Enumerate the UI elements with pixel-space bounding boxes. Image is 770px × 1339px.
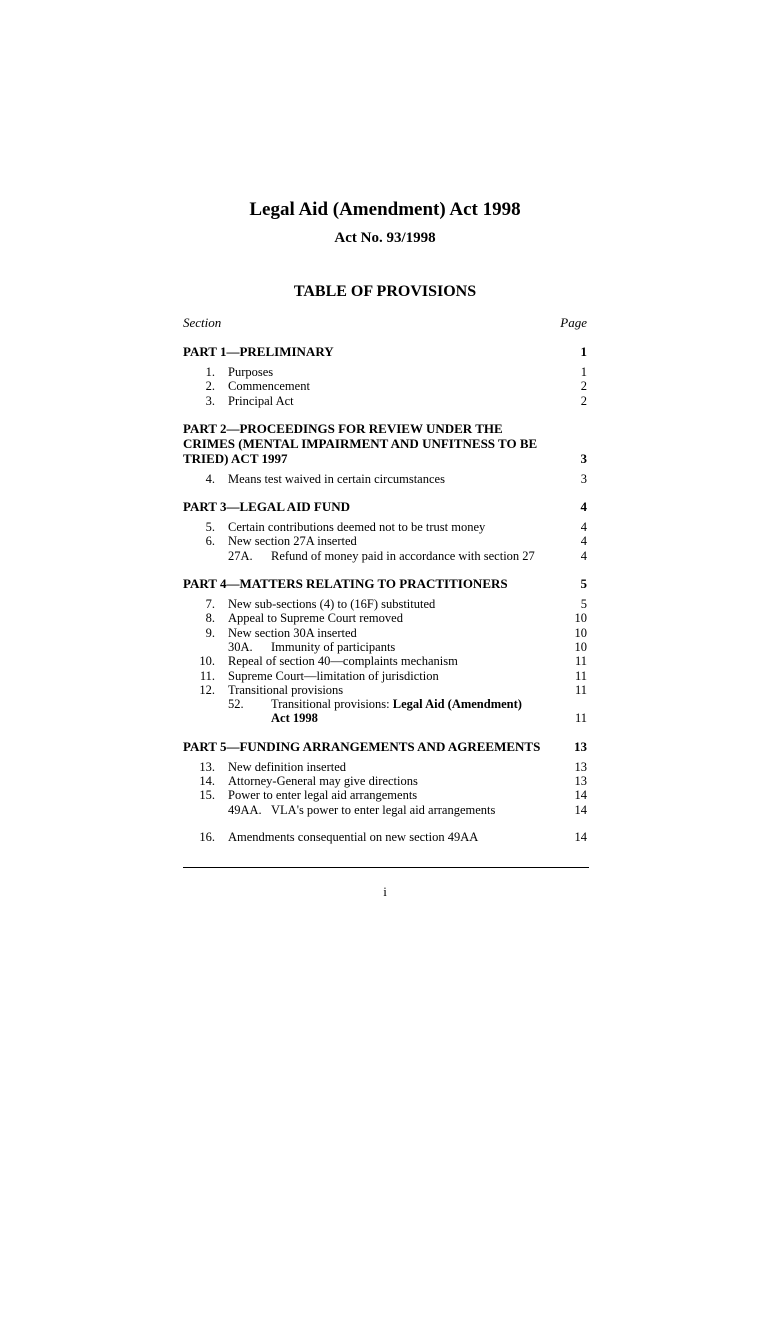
subitem-page: 14 (574, 802, 587, 817)
item-page: 11 (574, 682, 587, 697)
subitem-page: 10 (574, 639, 587, 654)
item-number: 16. (199, 829, 215, 844)
toc-item (183, 774, 587, 788)
item-text: Supreme Court—limitation of jurisdiction (228, 668, 439, 683)
subitem-number: 27A. (228, 548, 253, 563)
item-number: 3. (205, 393, 215, 408)
toc-item (183, 611, 587, 625)
item-text: Commencement (228, 379, 310, 394)
item-text: Attorney-General may give directions (228, 774, 418, 789)
item-number: 12. (199, 682, 215, 697)
part-title-line: CRIMES (MENTAL IMPAIRMENT AND UNFITNESS TO BE (183, 435, 538, 451)
subitem-text: Transitional provisions: (271, 697, 393, 712)
act-title: Legal Aid (Amendment) Act 1998 (249, 199, 521, 220)
part-title: PART 1—PRELIMINARY (183, 344, 334, 359)
toc-item (183, 760, 587, 774)
item-text: Certain contributions deemed not to be trust money (228, 520, 486, 535)
toc-item (183, 654, 587, 668)
part-heading (183, 421, 587, 466)
footer-rule (183, 867, 589, 868)
item-page: 11 (574, 668, 587, 683)
toc-item (183, 394, 587, 408)
subitem-text: VLA's power to enter legal aid arrangements (271, 802, 496, 817)
item-text: New section 30A inserted (228, 625, 357, 640)
item-page: 3 (580, 471, 587, 486)
toc-item (183, 597, 587, 611)
item-number: 14. (199, 774, 215, 789)
toc-subitem (183, 697, 587, 726)
act-number: Act No. 93/1998 (334, 230, 436, 246)
toc-subitem (183, 640, 587, 654)
part-title: PART 3—LEGAL AID FUND (183, 499, 351, 515)
item-page: 10 (574, 625, 587, 640)
item-text: Means test waived in certain circumstances (228, 471, 445, 486)
item-number: 15. (199, 788, 215, 803)
toc-item (183, 626, 587, 640)
part-title-line: TRIED) ACT 1997 (183, 450, 288, 466)
part-title-line: PART 2—PROCEEDINGS FOR REVIEW UNDER THE (183, 420, 503, 436)
item-page: 11 (574, 654, 587, 669)
item-number: 13. (199, 759, 215, 774)
item-page: 2 (580, 393, 587, 408)
subitem-text-bold: Legal Aid (Amendment) (392, 697, 522, 712)
toc-item (183, 788, 587, 802)
item-text: Transitional provisions (228, 682, 344, 697)
toc-heading: TABLE OF PROVISIONS (293, 283, 477, 300)
part-page: 13 (574, 738, 587, 754)
item-text: Appeal to Supreme Court removed (228, 611, 403, 626)
toc-item (183, 520, 587, 534)
item-page: 5 (580, 597, 587, 612)
toc-item (183, 472, 587, 486)
column-header-page: Page (560, 315, 587, 330)
item-text: Power to enter legal aid arrangements (228, 788, 418, 803)
subitem-page: 11 (574, 711, 587, 726)
item-page: 1 (580, 365, 587, 379)
toc-item (183, 534, 587, 548)
item-number: 6. (205, 534, 215, 549)
subitem-text: Immunity of participants (271, 639, 396, 654)
item-page: 14 (574, 829, 587, 844)
subitem-text: Refund of money paid in accordance with section 27 (271, 548, 535, 563)
part-heading (183, 344, 587, 359)
toc-item (183, 830, 587, 844)
item-text: New sub-sections (4) to (16F) substituted (228, 597, 436, 612)
column-header-section: Section (183, 315, 222, 330)
subitem-number: 30A. (228, 639, 253, 654)
item-page: 2 (580, 379, 587, 394)
page-number: i (383, 884, 387, 899)
item-page: 14 (574, 788, 587, 803)
part-title: PART 4—MATTERS RELATING TO PRACTITIONERS (183, 576, 508, 592)
item-text: Purposes (228, 365, 274, 379)
toc-subitem (183, 803, 587, 817)
part-heading (183, 576, 587, 591)
item-text: New section 27A inserted (228, 534, 357, 549)
item-page: 13 (574, 759, 587, 774)
subitem-number: 49AA. (228, 802, 262, 817)
subitem-number: 52. (228, 697, 244, 712)
toc-item (183, 365, 587, 379)
item-number: 9. (205, 625, 215, 640)
part-page: 3 (580, 450, 587, 466)
part-heading (183, 499, 587, 514)
item-page: 4 (580, 520, 587, 535)
part-title: PART 5—FUNDING ARRANGEMENTS AND AGREEMENTS (183, 738, 541, 754)
item-text: New definition inserted (228, 759, 347, 774)
item-number: 2. (205, 379, 215, 394)
toc-item (183, 379, 587, 393)
toc-subitem (183, 549, 587, 563)
subitem-text-bold: Act 1998 (271, 711, 318, 726)
item-page: 13 (574, 774, 587, 789)
part-page: 4 (580, 499, 587, 515)
item-page: 10 (574, 611, 587, 626)
toc-item (183, 669, 587, 683)
item-text: Amendments consequential on new section 49AA (228, 829, 479, 844)
item-number: 1. (205, 365, 215, 379)
part-page: 1 (580, 344, 587, 359)
subitem-page: 4 (580, 548, 587, 563)
part-page: 5 (580, 576, 587, 592)
part-heading (183, 739, 587, 754)
item-number: 4. (205, 471, 215, 486)
item-number: 10. (199, 654, 215, 669)
item-text: Principal Act (228, 393, 294, 408)
item-number: 5. (205, 520, 215, 535)
table-of-provisions (183, 344, 587, 844)
item-number: 7. (205, 597, 215, 612)
item-page: 4 (580, 534, 587, 549)
toc-item (183, 683, 587, 697)
item-number: 11. (199, 668, 215, 683)
item-number: 8. (205, 611, 215, 626)
item-text: Repeal of section 40—complaints mechanism (228, 654, 458, 669)
